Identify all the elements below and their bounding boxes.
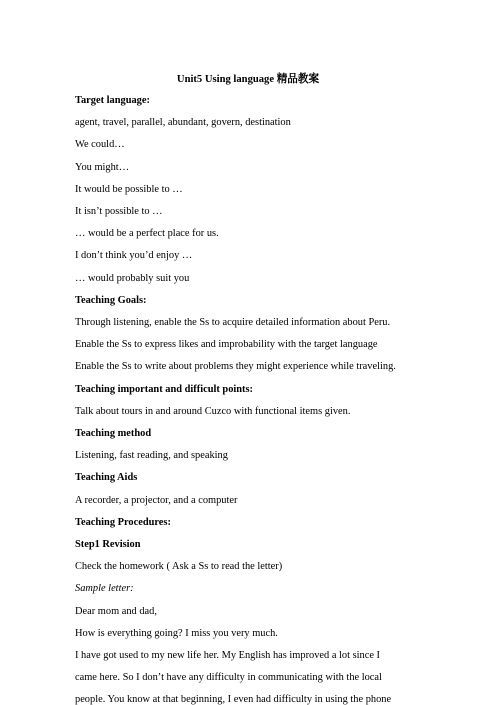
body-line: Enable the Ss to write about problems they might experience while traveling.	[75, 361, 396, 373]
body-line: … would be a perfect place for us.	[75, 228, 219, 240]
body-line: … would probably suit you	[75, 272, 190, 284]
body-line: came here. So I don’t have any difficulty in communicating with the local	[75, 672, 382, 684]
section-heading: Teaching Procedures:	[75, 516, 171, 528]
body-line: agent, travel, parallel, abundant, govern, destination	[75, 117, 291, 129]
body-line: Talk about tours in and around Cuzco with functional items given.	[75, 405, 351, 417]
body-line: You might…	[75, 161, 130, 173]
section-heading: Teaching method	[75, 428, 152, 439]
section-heading: Teaching Goals:	[75, 294, 147, 306]
section-heading: Teaching important and difficult points:	[75, 383, 254, 395]
body-line: Listening, fast reading, and speaking	[75, 450, 228, 462]
body-line: It isn’t possible to …	[75, 206, 163, 217]
section-heading: Teaching Aids	[75, 472, 138, 484]
section-heading: Step1 Revision	[75, 539, 141, 550]
body-line: I don’t think you’d enjoy …	[75, 250, 193, 262]
section-heading: Target language:	[75, 95, 150, 106]
body-line: Sample letter:	[75, 583, 134, 595]
body-line: A recorder, a projector, and a computer	[75, 494, 238, 506]
body-line: We could…	[75, 139, 125, 151]
body-line: people. You know at that beginning, I even had difficulty in using the phone	[75, 694, 392, 705]
body-line: Through listening, enable the Ss to acquire detailed information about Peru.	[75, 317, 391, 328]
body-line: Enable the Ss to express likes and improbability with the target language	[75, 339, 378, 351]
body-line: It would be possible to …	[75, 183, 183, 195]
document-title: Unit5 Using language 精品教案	[176, 74, 320, 85]
body-line: I have got used to my new life her. My English has improved a lot since I	[75, 650, 381, 661]
body-line: How is everything going? I miss you very much.	[75, 627, 278, 639]
body-line: Dear mom and dad,	[75, 605, 157, 617]
body-line: Check the homework ( Ask a Ss to read the letter)	[75, 561, 283, 573]
